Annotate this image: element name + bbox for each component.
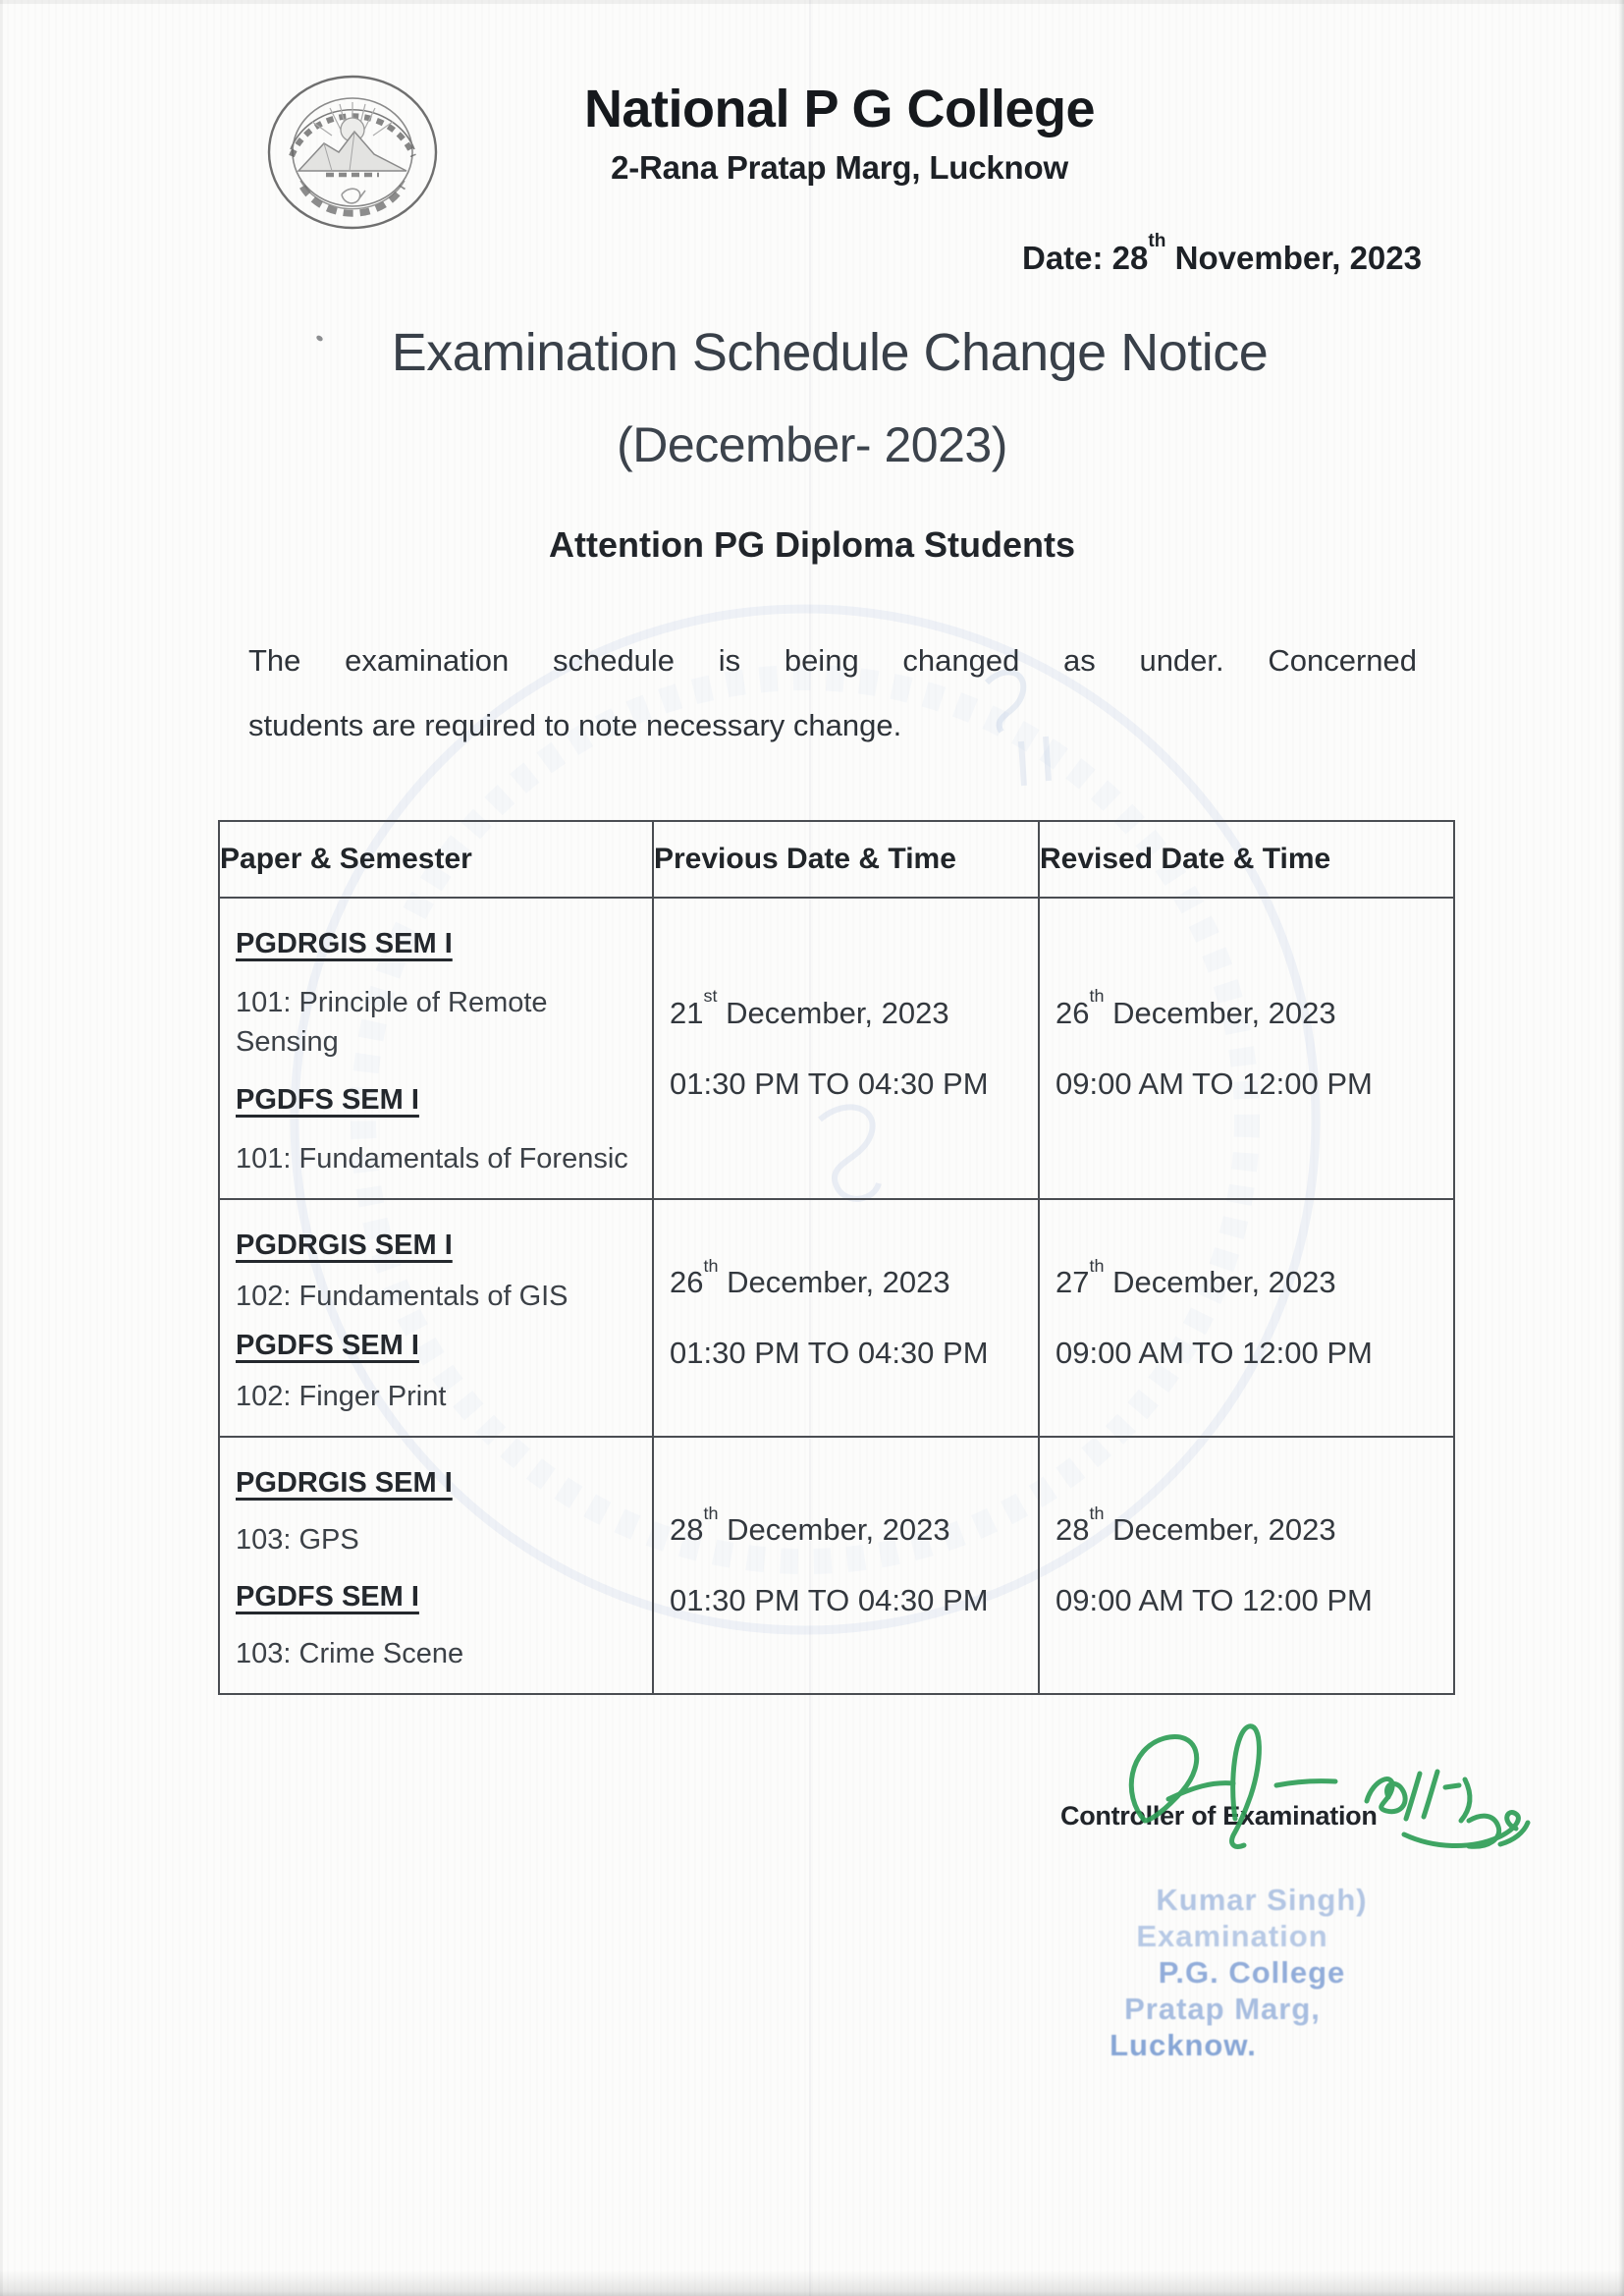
scan-edge-bottom [0,2270,1624,2296]
exam-date: 26th December, 2023 [670,1255,950,1299]
table-row [219,1437,1454,1694]
scan-edge-right [1618,0,1624,2296]
date-ordinal: th [1148,231,1166,252]
notice-title: Examination Schedule Change Notice [391,323,1269,382]
previous-date-cell [654,899,1038,1198]
header-cell-revised: Revised Date & Time [1039,821,1454,898]
scan-edge-top [0,0,1624,4]
paper-cell [220,1438,652,1693]
exam-time: 01:30 PM TO 04:30 PM [670,1336,989,1370]
date-suffix: November, 2023 [1174,240,1422,276]
office-stamp [1070,1882,1424,2063]
exam-date: 26th December, 2023 [1056,986,1336,1030]
program-name: PGDFS SEM I [236,1084,419,1116]
exam-date: 28th December, 2023 [670,1503,950,1547]
schedule-table [218,820,1455,1695]
signature-green-ink [1110,1711,1532,1858]
notice-paragraph [248,629,1417,758]
college-seal-logo [263,73,442,232]
revised-date-cell [1040,899,1453,1198]
controller-label: Controller of Examination [1060,1801,1378,1831]
exam-time: 09:00 AM TO 12:00 PM [1056,1066,1373,1101]
exam-date: 27th December, 2023 [1056,1255,1336,1299]
previous-date-cell [654,1438,1038,1693]
attention-heading: Attention PG Diploma Students [549,524,1075,565]
letterhead [442,81,1237,187]
header-cell-previous: Previous Date & Time [653,821,1039,898]
stamp-line: Kumar Singh) [1156,1883,1368,1917]
stamp-line: P.G. College [1158,1955,1346,1990]
college-address: 2-Rana Pratap Marg, Lucknow [611,149,1068,186]
previous-date-cell [654,1200,1038,1436]
course-name: 103: Crime Scene [236,1637,464,1669]
revised-date-cell [1040,1438,1453,1693]
notice-date [1021,231,1422,277]
stamp-line: Examination [1136,1919,1328,1953]
program-name: PGDFS SEM I [236,1330,419,1362]
exam-time: 09:00 AM TO 12:00 PM [1056,1336,1373,1370]
course-name: 101: Principle of Remote Sensing [236,987,548,1058]
header-cell-paper: Paper & Semester [219,821,653,898]
paper-cell [220,899,652,1198]
exam-time: 09:00 AM TO 12:00 PM [1056,1583,1373,1617]
paragraph-line-1: The examination schedule is being changed as under. Concerned [248,643,1417,678]
course-name: 102: Fundamentals of GIS [236,1280,568,1312]
exam-date: 28th December, 2023 [1056,1503,1336,1547]
stamp-line: Lucknow. [1110,2028,1257,2062]
table-header-row [219,821,1454,898]
exam-date: 21st December, 2023 [670,986,949,1030]
scan-edge-left [0,0,3,2296]
course-name: 102: Finger Print [236,1380,447,1412]
program-name: PGDRGIS SEM I [236,1467,453,1499]
program-name: PGDRGIS SEM I [236,928,453,959]
paper-cell [220,1200,652,1436]
exam-time: 01:30 PM TO 04:30 PM [670,1583,989,1617]
program-name: PGDRGIS SEM I [236,1230,453,1261]
course-name: 103: GPS [236,1524,359,1557]
exam-time: 01:30 PM TO 04:30 PM [670,1066,989,1101]
table-row [219,898,1454,1199]
date-prefix: Date: 28 [1021,240,1149,276]
table-row [219,1199,1454,1437]
course-name: 101: Fundamentals of Forensic [236,1143,628,1175]
stamp-line: Pratap Marg, [1124,1992,1321,2026]
college-name: National P G College [583,80,1096,138]
paragraph-line-2: students are required to note necessary change. [248,708,902,742]
notice-subtitle: (December- 2023) [617,417,1007,472]
program-name: PGDFS SEM I [236,1580,419,1613]
revised-date-cell [1040,1200,1453,1436]
